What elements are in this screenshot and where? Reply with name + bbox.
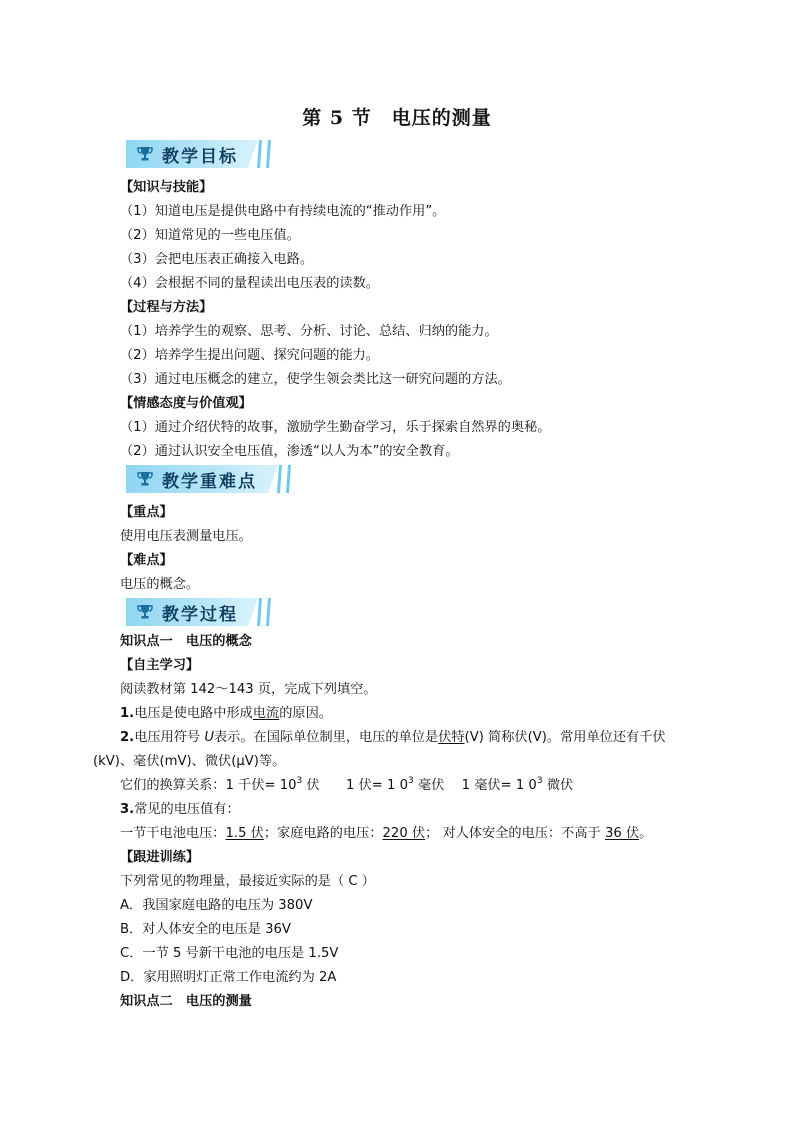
goal-item: （1）知道电压是提供电路中有持续电流的“推动作用”。 xyxy=(120,204,446,219)
answer-blank: 电流 xyxy=(252,706,280,721)
goal-item: （2）通过认识安全电压值，渗透“以人为本”的安全教育。 xyxy=(120,444,459,459)
key-heading: 【重点】 xyxy=(120,505,173,520)
section-banner-process xyxy=(126,598,276,626)
difficult-text: 电压的概念。 xyxy=(120,577,200,592)
question-2 xyxy=(120,729,666,747)
option-b: B．对人体安全的电压是 36V xyxy=(120,922,291,937)
question-text: (V) 简称伏(V)。常用单位还有千伏 xyxy=(464,730,666,745)
trophy-icon xyxy=(137,471,153,487)
question-number: 2. xyxy=(120,730,135,745)
common-voltages xyxy=(120,825,652,843)
question-number: 3. xyxy=(120,802,135,817)
knowledge-heading: 【知识与技能】 xyxy=(120,180,213,195)
question-text: ； 对人体安全的电压：不高于 xyxy=(425,826,605,841)
page-title: 第 5 节 电压的测量 xyxy=(302,107,492,129)
conversion-text: 微伏 xyxy=(542,778,574,793)
banner-label: 教学过程 xyxy=(162,605,238,625)
option-c: C．一节 5 号新干电池的电压是 1.5V xyxy=(120,946,339,961)
goal-item: （2）培养学生提出问题、探究问题的能力。 xyxy=(120,348,379,363)
goal-item: （4）会根据不同的量程读出电压表的读数。 xyxy=(120,276,379,291)
question-2-continued: (kV)、毫伏(mV)、微伏(μV)等。 xyxy=(93,754,286,769)
banner-label: 教学重难点 xyxy=(162,472,257,492)
question-3 xyxy=(120,801,240,819)
self-study-heading: 【自主学习】 xyxy=(120,658,200,673)
process-method-heading: 【过程与方法】 xyxy=(120,300,213,315)
question-text: 表示。在国际单位制里，电压的单位是 xyxy=(213,730,439,745)
goal-item: （3）通过电压概念的建立，使学生领会类比这一研究问题的方法。 xyxy=(120,372,511,387)
question-text: 一节干电池电压： xyxy=(120,826,226,841)
goal-item: （3）会把电压表正确接入电路。 xyxy=(120,252,314,267)
answer-blank: 1.5 伏 xyxy=(225,826,264,841)
section-banner-goals xyxy=(126,140,276,168)
question-number: 1. xyxy=(120,706,135,721)
conversion-text: 它们的换算关系：1 千伏= 10 xyxy=(120,778,297,793)
answer-blank: 220 伏 xyxy=(382,826,426,841)
reading-instruction: 阅读教材第 142～143 页，完成下列填空。 xyxy=(120,682,377,697)
knowledge-point-2-title: 知识点二 电压的测量 xyxy=(120,994,252,1009)
question-text: 的原因。 xyxy=(279,706,332,721)
conversion-text: 毫伏 1 毫伏= 1 0 xyxy=(413,778,537,793)
exponent: 3 xyxy=(536,776,543,786)
question-text: 电压是使电路中形成 xyxy=(134,706,253,721)
section-banner-keypoints xyxy=(126,465,296,493)
answer-blank: 伏特 xyxy=(438,730,465,745)
goal-item: （1）培养学生的观察、思考、分析、讨论、总结、归纳的能力。 xyxy=(120,324,498,339)
unit-conversion xyxy=(120,777,573,795)
trophy-icon xyxy=(137,604,153,620)
answer-blank: 36 伏 xyxy=(604,826,640,841)
goal-item: （2）知道常见的一些电压值。 xyxy=(120,228,300,243)
practice-heading: 【跟进训练】 xyxy=(120,850,200,865)
exponent: 3 xyxy=(407,776,414,786)
question-1 xyxy=(120,705,332,723)
option-d: D．家用照明灯正常工作电流约为 2A xyxy=(120,970,337,985)
difficult-heading: 【难点】 xyxy=(120,553,173,568)
knowledge-point-1-title: 知识点一 电压的概念 xyxy=(120,634,252,649)
conversion-text: 伏 1 伏= 1 0 xyxy=(302,778,408,793)
goal-item: （1）通过介绍伏特的故事，激励学生勤奋学习，乐于探索自然界的奥秘。 xyxy=(120,420,551,435)
practice-question: 下列常见的物理量，最接近实际的是（ C ） xyxy=(120,874,375,889)
question-text: 。 xyxy=(639,826,653,841)
exponent: 3 xyxy=(296,776,303,786)
emotion-heading: 【情感态度与价值观】 xyxy=(120,396,252,411)
banner-label: 教学目标 xyxy=(162,147,238,167)
question-text: 常见的电压值有： xyxy=(134,802,240,817)
question-text: ；家庭电路的电压： xyxy=(263,826,383,841)
option-a: A．我国家庭电路的电压为 380V xyxy=(120,898,313,913)
question-text: 电压用符号 xyxy=(134,730,205,745)
key-text: 使用电压表测量电压。 xyxy=(120,529,252,544)
voltage-symbol: U xyxy=(204,730,214,745)
trophy-icon xyxy=(137,146,153,162)
